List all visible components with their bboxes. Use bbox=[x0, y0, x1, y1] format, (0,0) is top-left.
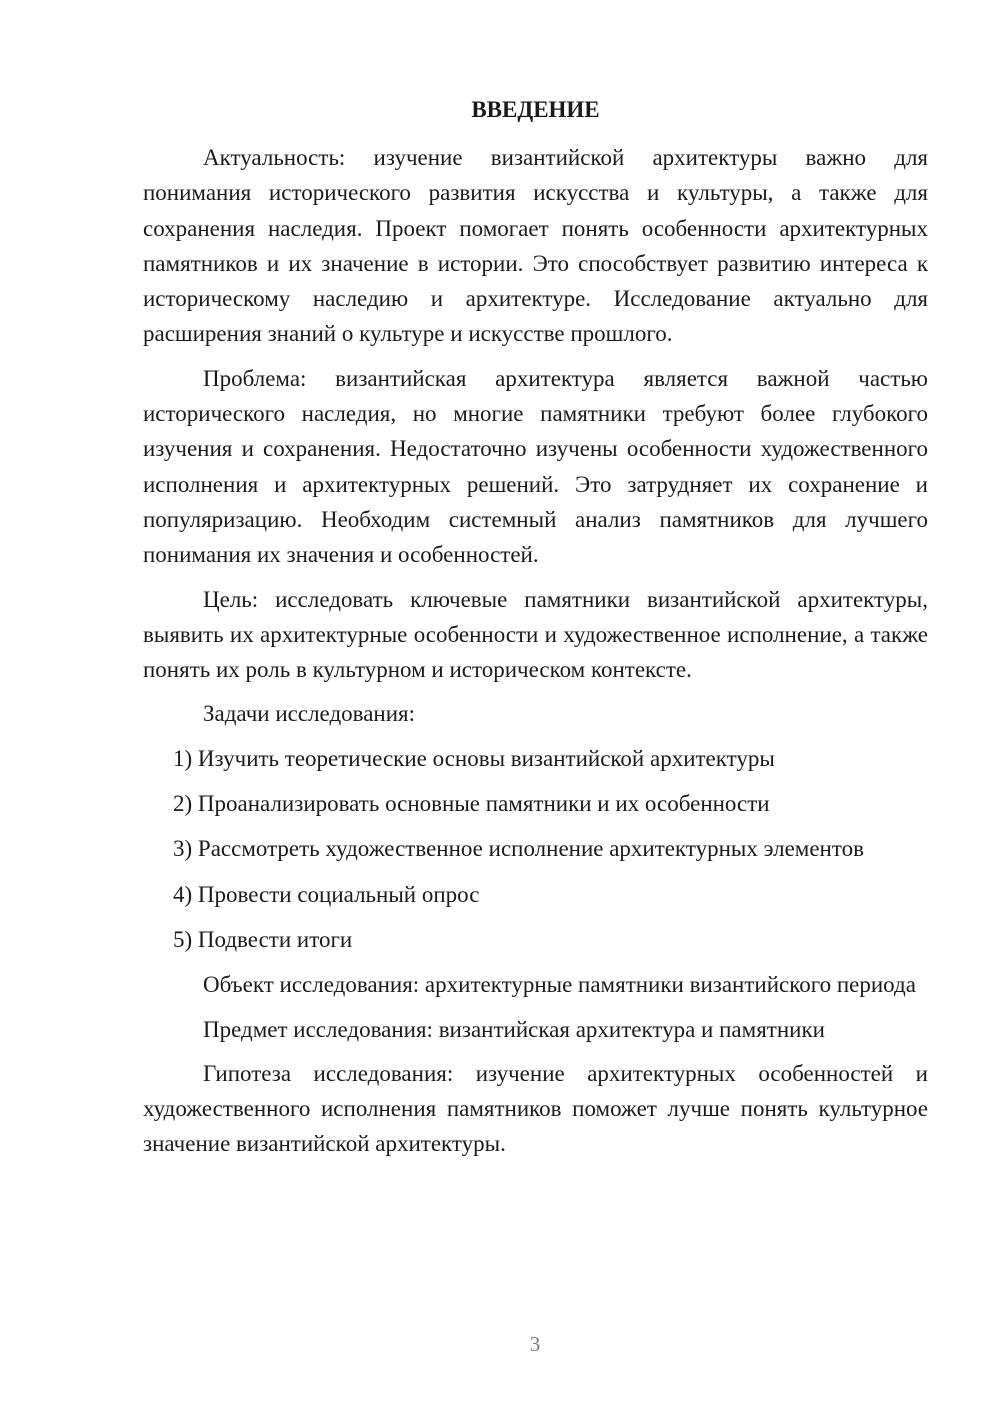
goal-paragraph: Цель: исследовать ключевые памятники византийской архитектуры, выявить их архитектурные особенности и художественное исполнение, а также понять их роль в культурном и историческом контексте. bbox=[143, 586, 928, 683]
subject-paragraph: Предмет исследования: византийская архитектура и памятники bbox=[203, 1016, 825, 1042]
problem-paragraph: Проблема: византийская архитектура является важной частью исторического наследия, но многие памятники требуют более глубокого изучения и сохранения. Недостаточно изучены особенности художественного исполнения и архитектурных решений. Это затрудняет их сохранение и популяризацию. Необходим системный анализ памятников для лучшего понимания их значения и особенностей. bbox=[143, 365, 928, 568]
list-item: 3) Рассмотреть художественное исполнение архитектурных элементов bbox=[173, 836, 864, 862]
object-paragraph: Объект исследования: архитектурные памятники византийского периода bbox=[203, 972, 916, 998]
list-item: 4) Провести социальный опрос bbox=[173, 881, 480, 907]
relevance-paragraph: Актуальность: изучение византийской архитектуры важно для понимания исторического развития искусства и культуры, а также для сохранения наследия. Проект помогает понять особенности архитектурных памятников и их значение в истории. Это способствует развитию интереса к историческому наследию и архитектуре. Исследование актуально для расширения знаний о культуре и искусстве прошлого. bbox=[143, 145, 928, 347]
hypothesis-paragraph: Гипотеза исследования: изучение архитектурных особенностей и художественного исполнения памятников поможет лучше понять культурное значение византийской архитектуры. bbox=[143, 1060, 928, 1157]
list-item: 5) Подвести итоги bbox=[173, 926, 353, 952]
page-title: ВВЕДЕНИЕ bbox=[471, 97, 600, 122]
tasks-heading: Задачи исследования: bbox=[203, 701, 416, 727]
list-item: 2) Проанализировать основные памятники и их особенности bbox=[173, 791, 770, 817]
tasks-list bbox=[143, 741, 928, 957]
page-content bbox=[143, 88, 928, 1171]
list-item: 1) Изучить теоретические основы византийской архитектуры bbox=[173, 745, 775, 771]
page-number: 3 bbox=[529, 1332, 541, 1356]
